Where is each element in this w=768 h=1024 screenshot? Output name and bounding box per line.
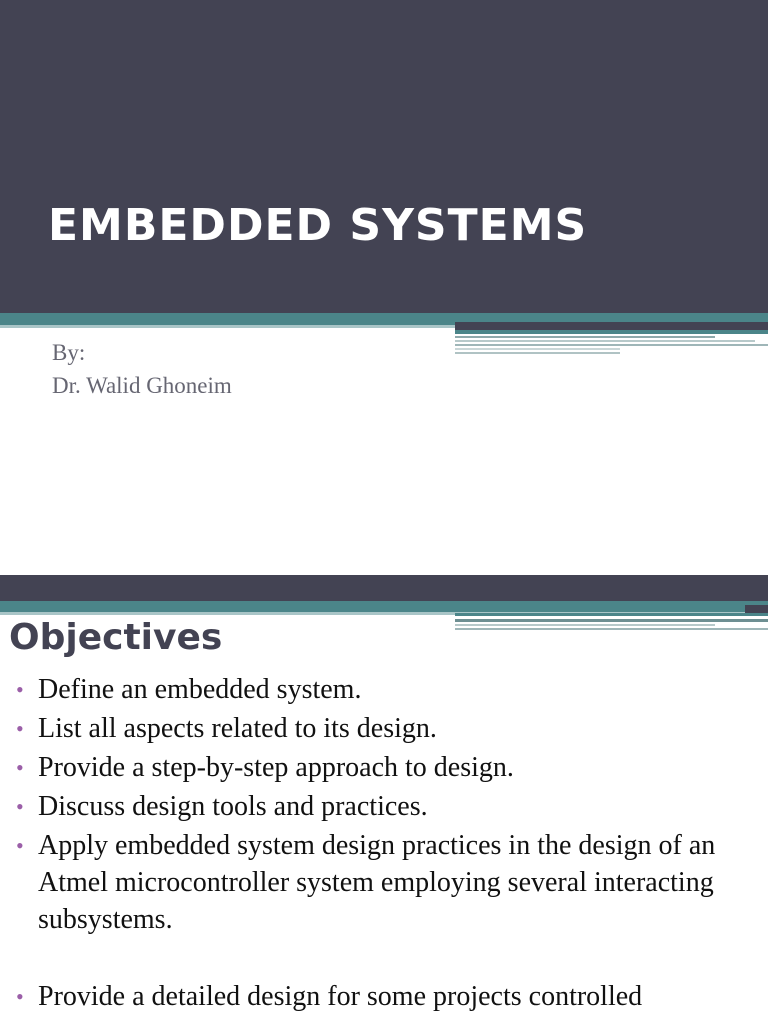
bullet-icon: • xyxy=(16,984,24,1009)
list-item xyxy=(14,671,764,708)
author-name: Dr. Walid Ghoneim xyxy=(52,373,232,398)
objectives-header-band xyxy=(0,575,768,601)
bullet-icon: • xyxy=(16,755,24,780)
list-item-text: Discuss design tools and practices. xyxy=(38,791,428,822)
list-item xyxy=(14,827,764,938)
objectives-list xyxy=(14,671,764,1017)
objectives-title: Objectives xyxy=(9,617,223,658)
bullet-icon: • xyxy=(16,833,24,858)
title-header-band xyxy=(0,0,768,313)
list-item-text: Provide a detailed design for some projects controlled xyxy=(38,981,643,1012)
byline xyxy=(52,336,232,402)
list-item xyxy=(14,749,764,786)
decorative-lines xyxy=(455,605,768,635)
list-item xyxy=(14,788,764,825)
decorative-lines xyxy=(455,322,768,358)
list-item-text: Define an embedded system. xyxy=(38,674,362,705)
list-item xyxy=(14,710,764,747)
bullet-icon: • xyxy=(16,716,24,741)
list-item-text: List all aspects related to its design. xyxy=(38,713,437,744)
bullet-icon: • xyxy=(16,677,24,702)
list-item-text: Provide a step-by-step approach to design. xyxy=(38,752,514,783)
slide-title: EMBEDDED SYSTEMS xyxy=(48,200,588,251)
bullet-icon: • xyxy=(16,794,24,819)
objectives-slide xyxy=(0,575,768,1024)
byline-label: By: xyxy=(52,340,86,365)
list-item-text: Apply embedded system design practices in the design of an Atmel microcontroller system employing several interacting subsystems. xyxy=(38,830,716,935)
list-item xyxy=(14,978,764,1015)
